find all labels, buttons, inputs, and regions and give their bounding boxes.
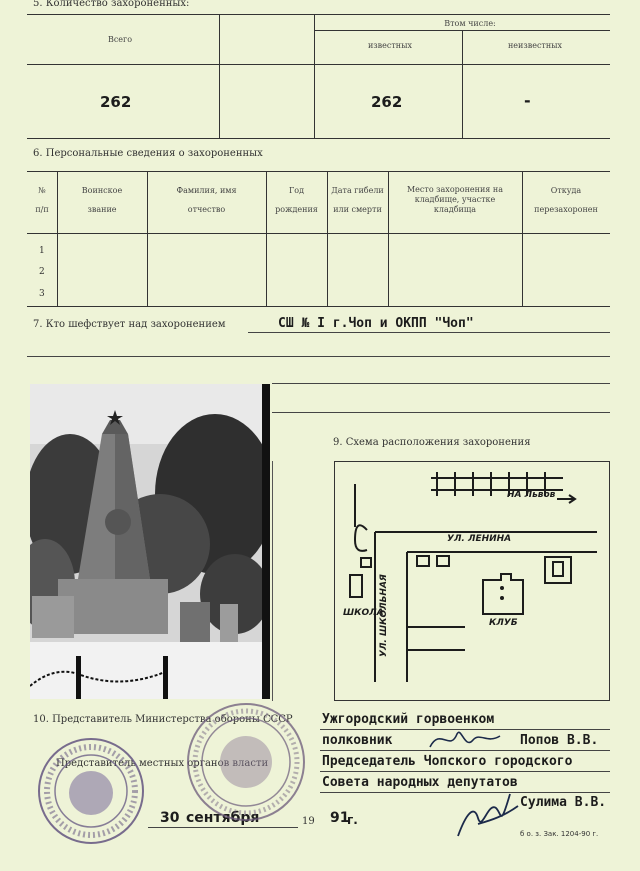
th-num: № п/п <box>35 186 49 214</box>
signer2-council: Совета народных депутатов <box>322 775 518 790</box>
header-including: Втом числе: <box>444 19 496 28</box>
date-month: сентября <box>186 810 260 826</box>
total-count: 262 <box>100 93 132 111</box>
row-number: 3 <box>39 289 45 299</box>
patron-value: СШ № I г.Чоп и ОКПП "Чоп" <box>278 316 474 331</box>
th-birth: Год рождения <box>275 186 318 214</box>
obelisk-photo-image <box>30 384 270 699</box>
section5-title: 5. Количество захороненных: <box>33 0 190 9</box>
date-year-unit: г. <box>347 813 358 827</box>
round-stamp-military-commissariat <box>184 700 308 824</box>
section7-label: 7. Кто шефствует над захоронением <box>33 319 226 330</box>
map-label-club: КЛУБ <box>489 618 518 628</box>
map-label-lvov: НА Львов <box>507 490 556 500</box>
map-label-shkolnaya: УЛ. ШКОЛЬНАЯ <box>379 574 389 657</box>
location-scheme <box>334 461 610 701</box>
th-from: Откуда перезахоронен <box>534 186 598 214</box>
signer1-name: Попов В.В. <box>520 733 599 748</box>
th-place: Место захоронения на кладбище, участке кладбища <box>406 185 503 214</box>
signer2-name: Сулима В.В. <box>520 795 607 810</box>
date-year-suffix: 91 <box>330 810 350 826</box>
header-known: известных <box>367 41 413 50</box>
signer1-position: Ужгородский горвоенком <box>322 712 495 727</box>
date-year-prefix: 19 <box>302 816 315 827</box>
signer2-position: Председатель Чопского городского <box>322 754 573 769</box>
row-number: 2 <box>39 267 45 277</box>
round-stamp-city-council <box>36 736 146 846</box>
map-label-school: ШКОЛА <box>343 608 384 618</box>
th-rank: Воинское звание <box>81 186 123 214</box>
section6-title: 6. Персональные сведения о захороненных <box>33 148 263 159</box>
date-day: 30 <box>160 810 180 826</box>
section9-title: 9. Схема расположения захоронения <box>333 437 531 448</box>
scheme-drawing <box>335 462 609 700</box>
section10-ministry-label: 10. Представитель Министерства обороны СССР <box>33 714 293 725</box>
map-label-lenin: УЛ. ЛЕНИНА <box>447 534 512 544</box>
header-total: Всего <box>107 35 133 44</box>
print-mark: б о. з. Зак. 1204-90 г. <box>520 830 599 838</box>
signature-sulima <box>452 784 522 846</box>
memorial-photo <box>30 384 270 699</box>
section10-local-label: Представитель местных органов власти <box>56 758 269 769</box>
unknown-count: - <box>524 91 531 110</box>
th-name: Фамилия, имя отчество <box>176 186 237 214</box>
row-number: 1 <box>39 246 45 256</box>
header-unknown: неизвестных <box>507 41 563 50</box>
signature-popov <box>425 722 505 756</box>
known-count: 262 <box>371 93 403 111</box>
th-death: Дата гибели или смерти <box>331 186 384 214</box>
signer1-rank: полковник <box>322 733 393 748</box>
